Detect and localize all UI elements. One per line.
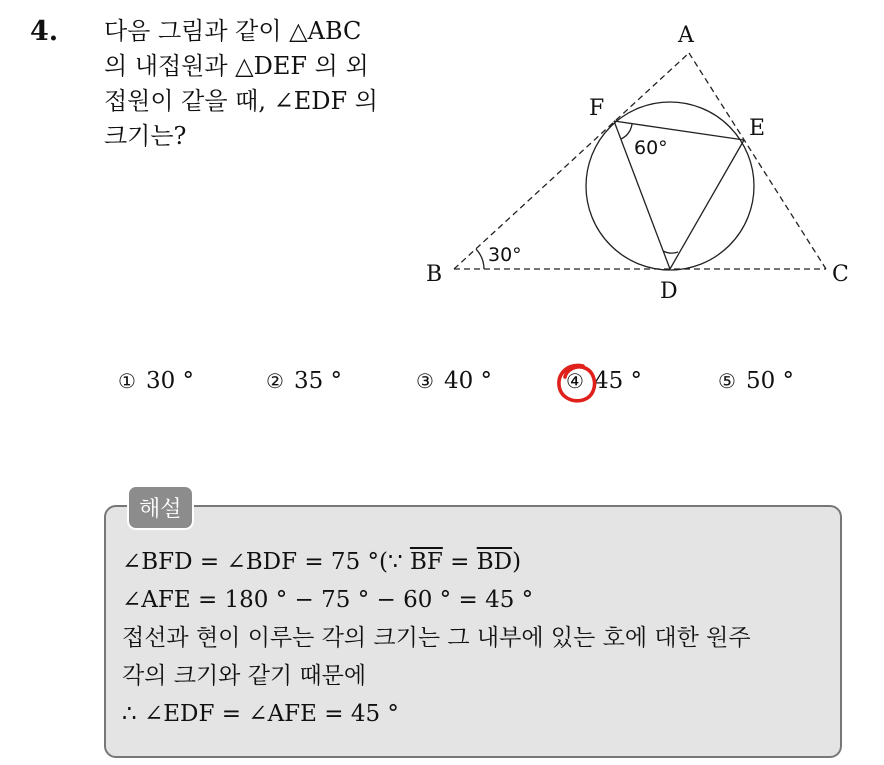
segment-bf: $\overline{BF}$: [409, 549, 443, 575]
solution-badge: 해설: [127, 485, 194, 530]
side-ab: [454, 53, 689, 269]
angle-arc-f: [621, 124, 632, 139]
angle-label-b: 30°: [488, 244, 522, 266]
choice-value: 30 °: [145, 368, 195, 394]
point-label-e: E: [749, 116, 766, 141]
choice-5[interactable]: [718, 368, 794, 394]
angle-label-f: 60°: [634, 137, 668, 159]
segment-bd: $\overline{BD}$: [476, 549, 513, 575]
point-label-d: D: [660, 279, 678, 304]
solution-line-4: 각의 크기와 같기 때문에: [122, 663, 367, 689]
solution-line-1-prefix: ∠BFD = ∠BDF = 75 °(∵: [122, 549, 410, 575]
question-text: [104, 14, 404, 154]
answer-choices: [0, 368, 884, 408]
choice-marker: ⑤: [718, 369, 736, 393]
side-ed: [670, 140, 744, 269]
question-line: 다음 그림과 같이 △ABC: [104, 17, 362, 45]
incircle: [586, 102, 754, 270]
question-number: 4.: [30, 16, 59, 47]
choice-marker: ②: [266, 369, 284, 393]
side-ac: [689, 53, 826, 269]
choice-value: 40 °: [443, 368, 493, 394]
choice-value: 50 °: [745, 368, 795, 394]
choice-marker: ①: [118, 369, 136, 393]
solution-text: [122, 543, 837, 733]
question-line: 접원이 같을 때, ∠EDF 의: [104, 87, 378, 115]
choice-3[interactable]: [416, 368, 492, 394]
solution-line-2: ∠AFE = 180 ° − 75 ° − 60 ° = 45 °: [122, 587, 534, 613]
solution-line-1-eq: =: [442, 549, 477, 575]
choice-value: 45 °: [593, 368, 643, 394]
question-line: 의 내접원과 △DEF 의 외: [104, 52, 369, 80]
solution-line-1: [122, 543, 837, 581]
point-label-a: A: [678, 23, 694, 48]
choice-2[interactable]: [266, 368, 342, 394]
solution-line-3: 접선과 현이 이루는 각의 크기는 그 내부에 있는 호에 대한 원주: [122, 625, 751, 651]
point-label-b: B: [426, 262, 443, 287]
angle-arc-d: [663, 251, 678, 253]
angle-arc-b: [476, 249, 484, 269]
choice-marker: ③: [416, 369, 434, 393]
choice-4[interactable]: [566, 368, 642, 394]
solution-line-1-suffix: ): [512, 549, 522, 575]
triangle-figure: [410, 10, 870, 310]
point-label-c: C: [832, 262, 849, 287]
point-label-f: F: [589, 96, 605, 121]
choice-value: 35 °: [293, 368, 343, 394]
question-line: 크기는?: [104, 122, 187, 150]
choice-1[interactable]: [118, 368, 194, 394]
solution-line-5: ∴ ∠EDF = ∠AFE = 45 °: [122, 701, 399, 727]
choice-marker: ④: [566, 369, 584, 393]
